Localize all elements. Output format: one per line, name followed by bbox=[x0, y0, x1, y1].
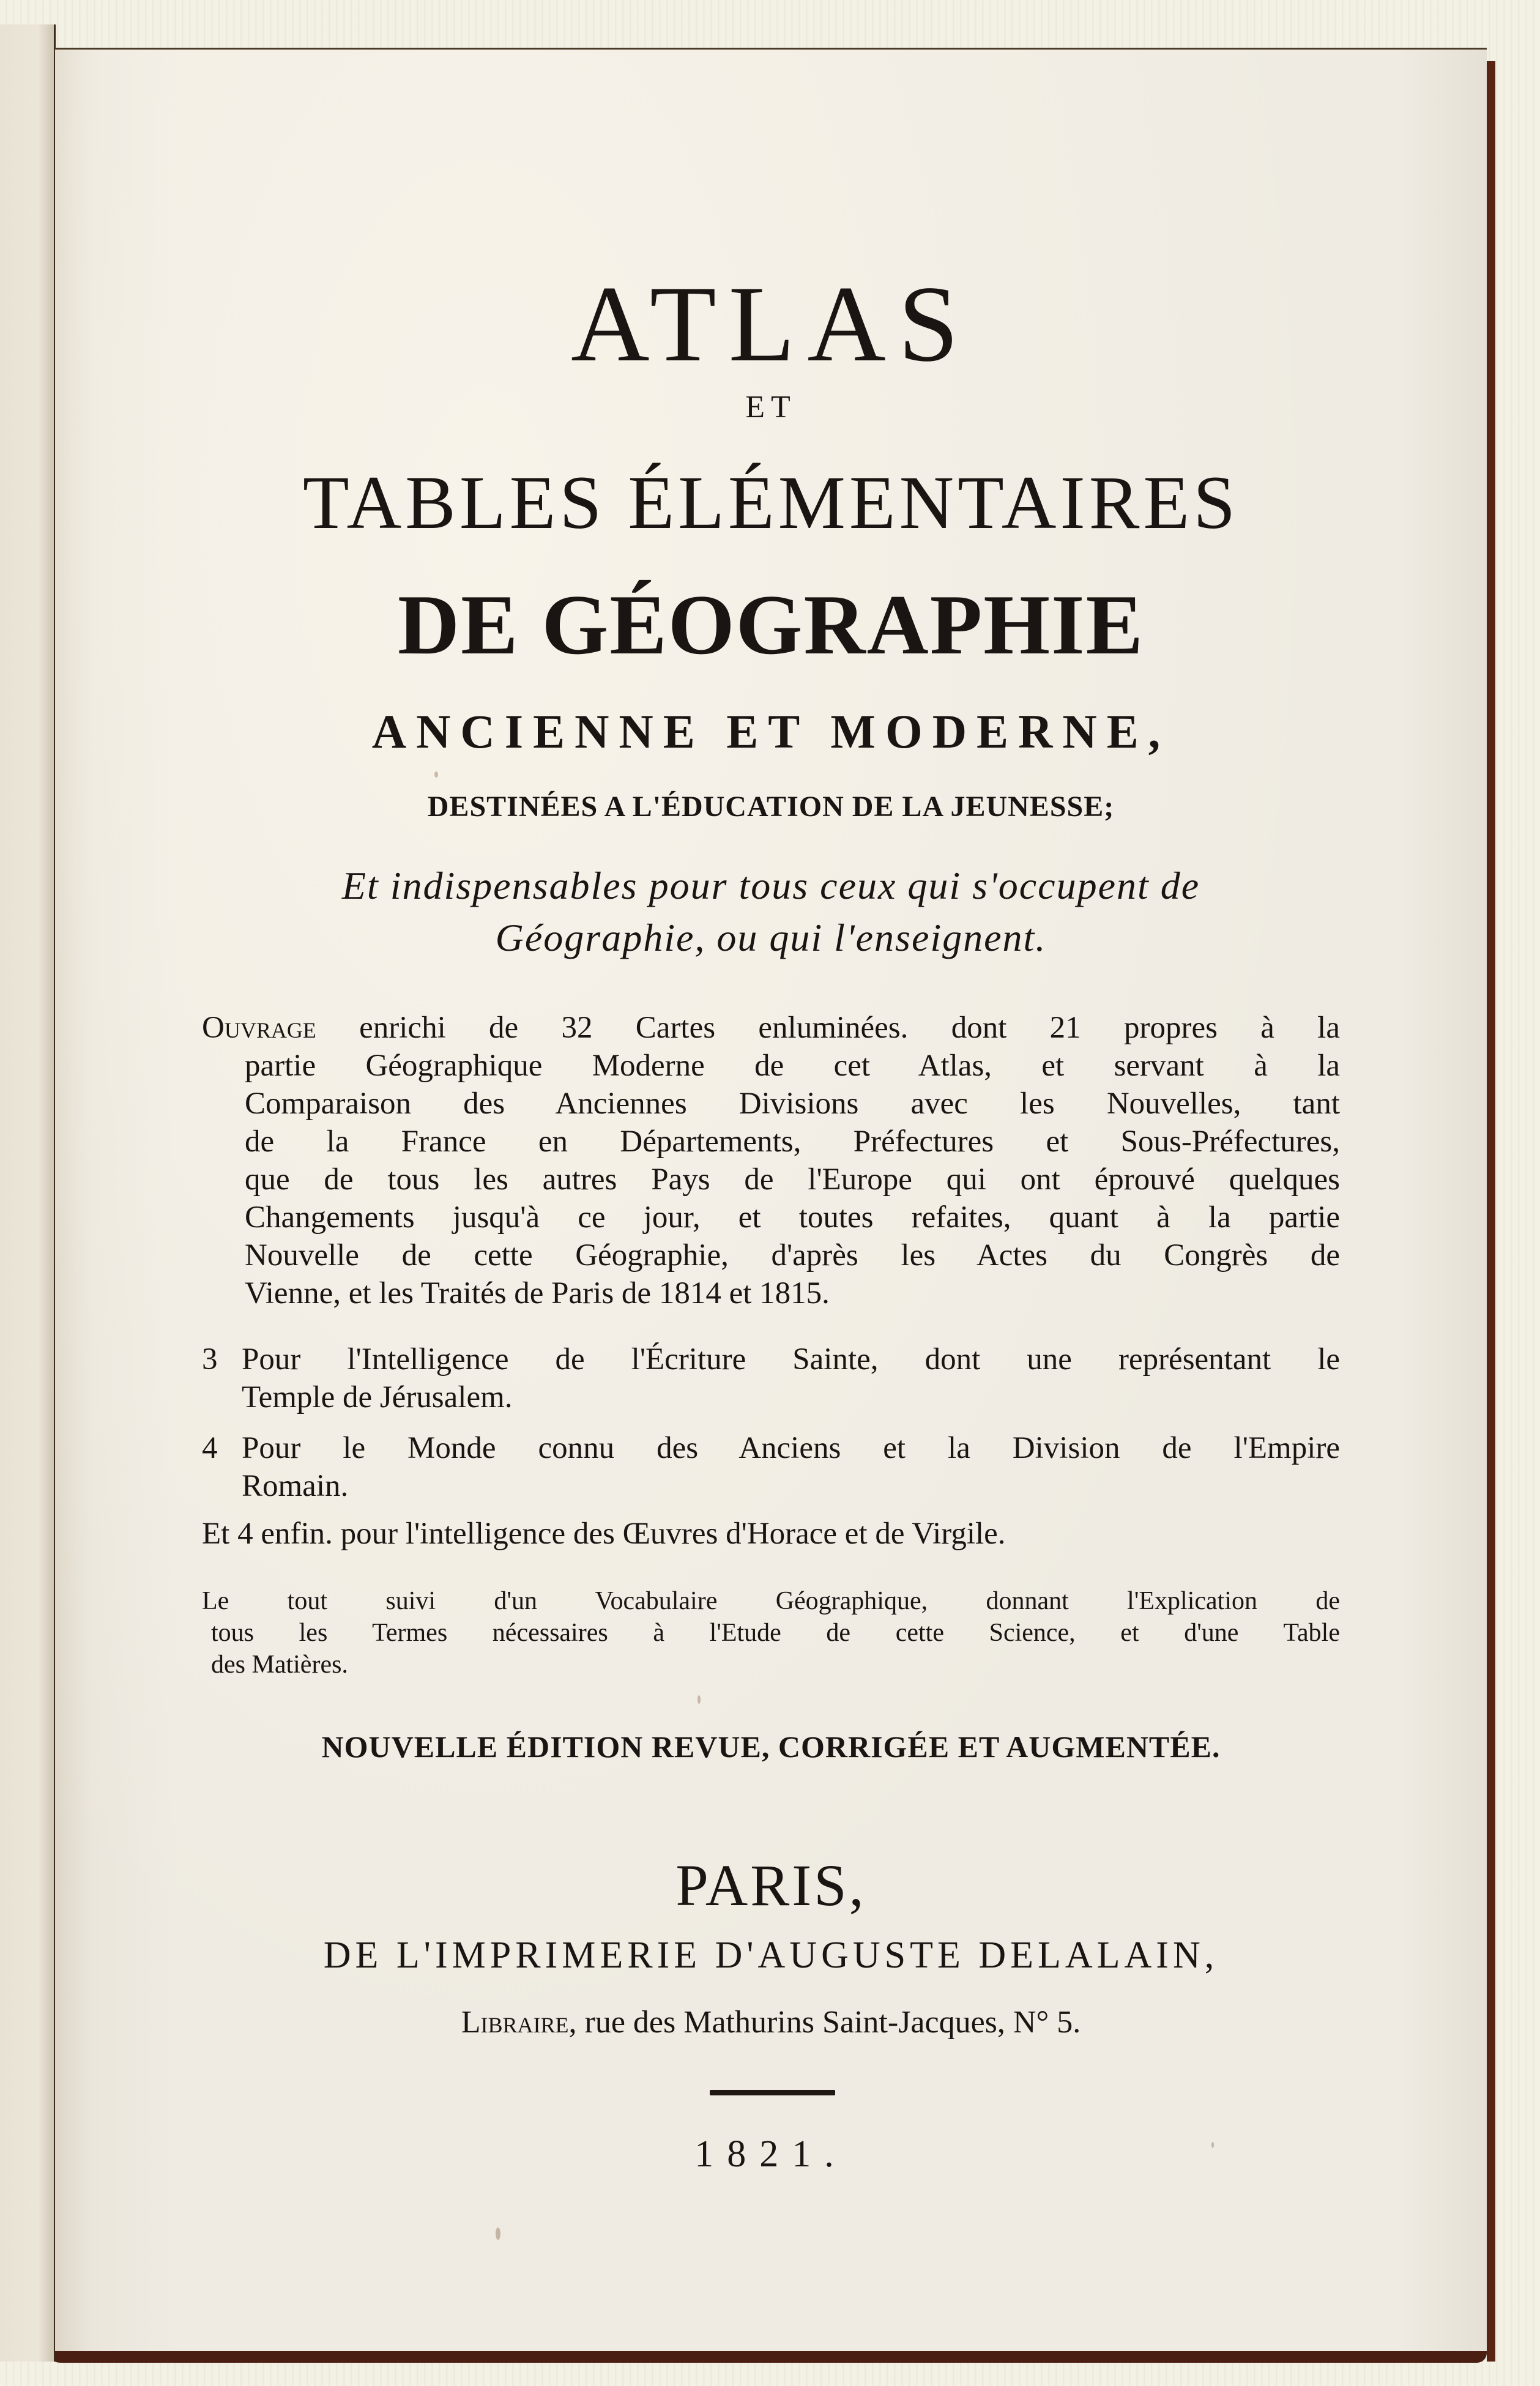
subtitle-line-1: TABLES ÉLÉMENTAIRES bbox=[302, 461, 1240, 544]
supplement-line: tous les Termes nécessaires à l'Etude de cette Science, et d'une Table bbox=[211, 1619, 1340, 1647]
paper-speck bbox=[434, 771, 438, 778]
map-group-count: 4 bbox=[202, 1431, 218, 1465]
imprint-city: PARIS, bbox=[675, 1853, 866, 1918]
map-group-line: Pour le Monde connu des Anciens et la Division de l'Empire bbox=[242, 1431, 1340, 1465]
supplement-paragraph bbox=[202, 1585, 1340, 1681]
supplement-line: Le tout suivi d'un Vocabulaire Géographique, donnant l'Explication de bbox=[202, 1587, 1340, 1615]
map-group-line: Et 4 enfin. pour l'intelligence des Œuvres d'Horace et de Virgile. bbox=[202, 1517, 1006, 1551]
description-line: Comparaison des Anciennes Divisions avec les Nouvelles, tant bbox=[245, 1087, 1340, 1121]
map-group-line: Romain. bbox=[242, 1469, 349, 1503]
map-group-classics bbox=[202, 1515, 1340, 1553]
description-paragraph bbox=[202, 1009, 1340, 1312]
description-line: Vienne, et les Traités de Paris de 1814 et 1815. bbox=[245, 1276, 830, 1310]
supplement-line: des Matières. bbox=[211, 1651, 348, 1679]
imprint-role: Libraire bbox=[461, 2005, 569, 2040]
edition-statement: NOUVELLE ÉDITION REVUE, CORRIGÉE ET AUGMENTÉE. bbox=[321, 1730, 1221, 1764]
tagline-line-2: Géographie, ou qui l'enseignent. bbox=[495, 916, 1047, 959]
map-group-line: Temple de Jérusalem. bbox=[242, 1380, 513, 1414]
description-line: Nouvelle de cette Géographie, d'après les Actes du Congrès de bbox=[245, 1238, 1340, 1273]
lead-word: Ouvrage bbox=[202, 1011, 316, 1045]
tagline-line-1: Et indispensables pour tous ceux qui s'occupent de bbox=[341, 864, 1200, 907]
paper-speck bbox=[496, 2228, 500, 2240]
decorative-rule bbox=[710, 2090, 835, 2095]
description-line: partie Géographique Moderne de cet Atlas, et servant à la bbox=[245, 1049, 1340, 1083]
subtitle-line-2: DE GÉOGRAPHIE bbox=[397, 578, 1145, 672]
description-line: de la France en Départements, Préfectures et Sous-Préfectures, bbox=[245, 1124, 1340, 1159]
map-group-count: Et 4 bbox=[202, 1517, 253, 1551]
map-group-scripture bbox=[202, 1340, 1340, 1416]
map-group-line: Pour l'Intelligence de l'Écriture Sainte, dont une représentant le bbox=[242, 1342, 1340, 1377]
map-group-count: 3 bbox=[202, 1342, 218, 1377]
title-page bbox=[55, 48, 1487, 2351]
description-line: que de tous les autres Pays de l'Europe qui ont éprouvé quelques bbox=[245, 1162, 1340, 1197]
imprint-address: , rue des Mathurins Saint-Jacques, N° 5. bbox=[568, 2005, 1081, 2040]
audience-line: DESTINÉES A L'ÉDUCATION DE LA JEUNESSE; bbox=[427, 790, 1115, 823]
imprint-printer: DE L'IMPRIMERIE D'AUGUSTE DELALAIN, bbox=[323, 1934, 1219, 1976]
facing-page-edge bbox=[0, 24, 56, 2362]
paper-speck bbox=[697, 1695, 701, 1704]
book-cover-edge bbox=[1487, 61, 1495, 2362]
main-title: ATLAS bbox=[571, 263, 971, 384]
publication-year: 1821. bbox=[694, 2133, 847, 2175]
subtitle-line-3: ANCIENNE ET MODERNE, bbox=[371, 705, 1170, 758]
map-group-ancient-world bbox=[202, 1429, 1340, 1505]
title-conjunction: ET bbox=[745, 390, 797, 425]
description-line: Changements jusqu'à ce jour, et toutes refaites, quant à la partie bbox=[245, 1200, 1340, 1235]
imprint-address-line bbox=[202, 2004, 1340, 2040]
description-line: Ouvrage enrichi de 32 Cartes enluminées. dont 21 propres à la bbox=[202, 1011, 1340, 1045]
